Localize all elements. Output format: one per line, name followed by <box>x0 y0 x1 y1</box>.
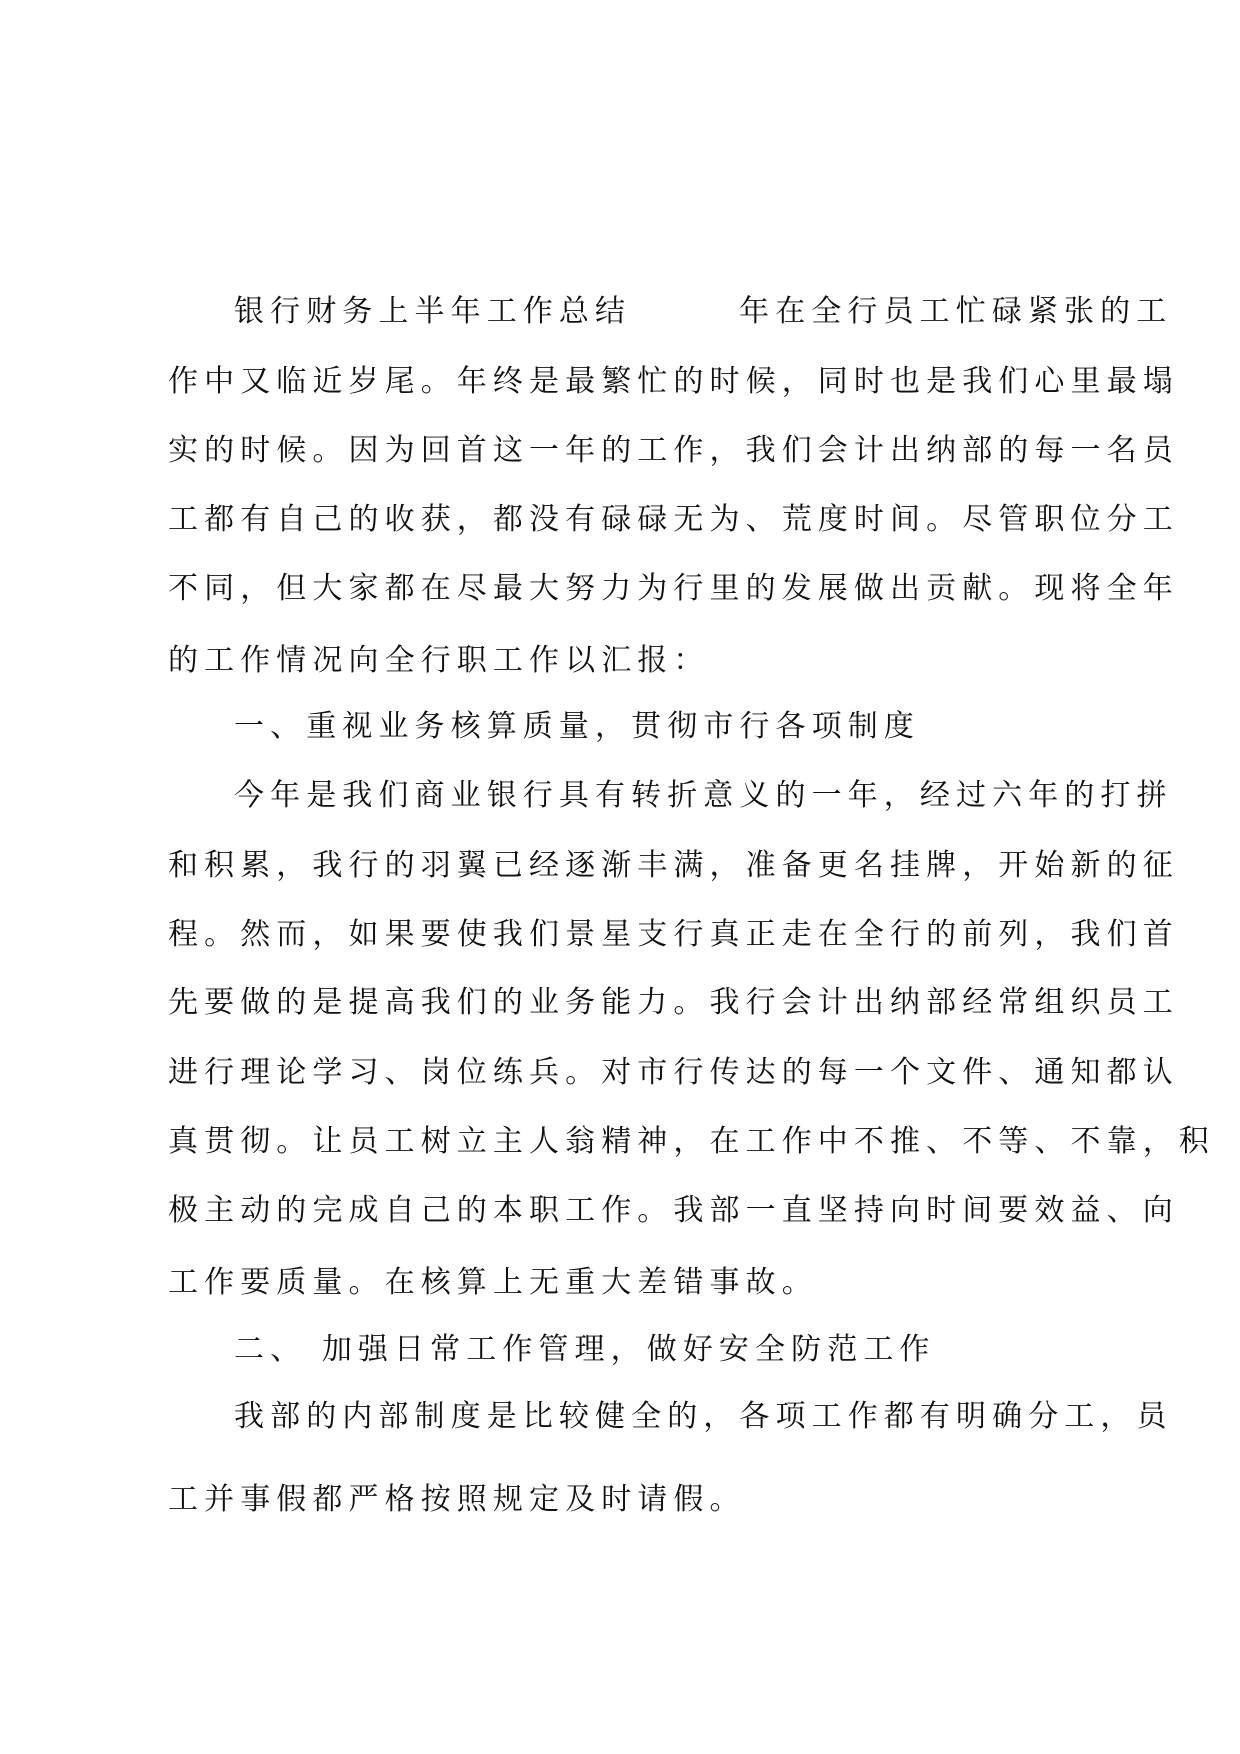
paragraph-2-line-5: 进行理论学习、岗位练兵。对市行传达的每一个文件、通知都认 <box>168 1055 1179 1090</box>
paragraph-1-line-6: 的工作情况向全行职工作以汇报： <box>168 643 710 678</box>
paragraph-1-line-2: 作中又临近岁尾。年终是最繁忙的时候，同时也是我们心里最塌 <box>168 364 1179 399</box>
paragraph-3-line-2: 工并事假都严格按照规定及时请假。 <box>168 1482 746 1517</box>
document-title: 银行财务上半年工作总结 <box>234 294 632 329</box>
paragraph-1-text-1: 年在全行员工忙碌紧张的工 <box>739 294 1173 329</box>
paragraph-2-line-6: 真贯彻。让员工树立主人翁精神，在工作中不推、不等、不靠，积 <box>168 1124 1215 1159</box>
paragraph-1-line-1 <box>168 292 1173 332</box>
paragraph-1-line-5: 不同，但大家都在尽最大努力为行里的发展做出贡献。现将全年 <box>168 571 1179 606</box>
section-heading-1: 一、重视业务核算质量，贯彻市行各项制度 <box>234 709 920 744</box>
paragraph-2-line-4: 先要做的是提高我们的业务能力。我行会计出纳部经常组织员工 <box>168 985 1179 1020</box>
paragraph-1-line-4: 工都有自己的收获，都没有碌碌无为、荒度时间。尽管职位分工 <box>168 502 1179 537</box>
section-heading-2: 二、 加强日常工作管理，做好安全防范工作 <box>234 1332 936 1367</box>
paragraph-2-line-8: 工作要质量。在核算上无重大差错事故。 <box>168 1265 818 1300</box>
paragraph-2-line-2: 和积累，我行的羽翼已经逐渐丰满，准备更名挂牌，开始新的征 <box>168 848 1179 883</box>
paragraph-3-line-1: 我部的内部制度是比较健全的，各项工作都有明确分工，员 <box>234 1399 1173 1434</box>
paragraph-2-line-1: 今年是我们商业银行具有转折意义的一年，经过六年的打拼 <box>234 778 1173 813</box>
paragraph-2-line-3: 程。然而，如果要使我们景星支行真正走在全行的前列，我们首 <box>168 917 1179 952</box>
paragraph-2-line-7: 极主动的完成自己的本职工作。我部一直坚持向时间要效益、向 <box>168 1193 1179 1228</box>
paragraph-1-line-3: 实的时候。因为回首这一年的工作，我们会计出纳部的每一名员 <box>168 433 1179 468</box>
